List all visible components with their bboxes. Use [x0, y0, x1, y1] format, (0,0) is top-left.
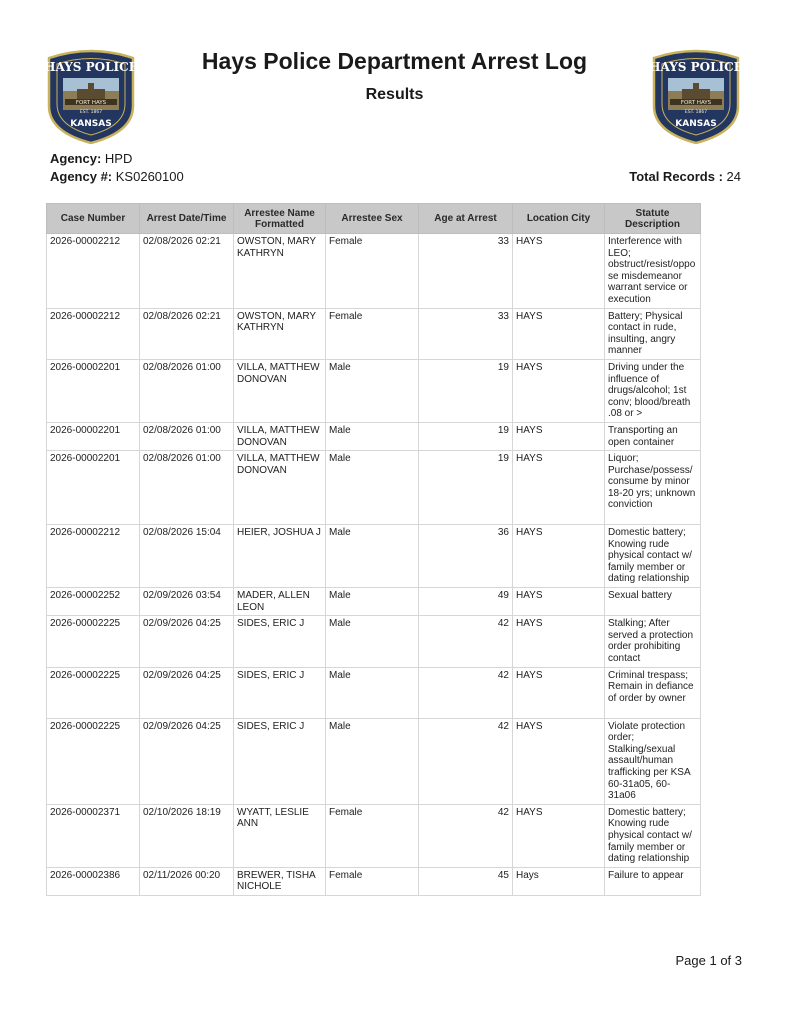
arrestee-sex-cell: Female	[326, 867, 419, 895]
city-cell: HAYS	[513, 525, 605, 588]
age-cell: 42	[419, 667, 513, 718]
column-header-case-number: Case Number	[47, 204, 140, 234]
table-row	[47, 359, 701, 422]
city-cell: HAYS	[513, 422, 605, 450]
arrestee-sex-cell: Male	[326, 588, 419, 616]
table-row	[47, 667, 701, 718]
arrestee-name-cell: VILLA, MATTHEW DONOVAN	[234, 422, 326, 450]
arrest-datetime-cell: 02/09/2026 04:25	[140, 616, 234, 667]
table-row	[47, 804, 701, 867]
arrestee-sex-cell: Male	[326, 525, 419, 588]
column-header-age-at-arrest: Age at Arrest	[419, 204, 513, 234]
column-header-arrestee-name: Arrestee Name Formatted	[234, 204, 326, 234]
arrest-datetime-cell: 02/08/2026 01:00	[140, 451, 234, 525]
table-header-row	[47, 204, 701, 234]
case-number-cell: 2026-00002225	[47, 667, 140, 718]
agency-value: HPD	[104, 151, 133, 166]
svg-text:FORT HAYS: FORT HAYS	[680, 100, 712, 106]
age-cell: 19	[419, 359, 513, 422]
case-number-cell: 2026-00002252	[47, 588, 140, 616]
statute-cell: Interference with LEO; obstruct/resist/oppose misdemeanor warrant service or execution	[605, 234, 701, 309]
city-cell: HAYS	[513, 804, 605, 867]
svg-text:HAYS POLICE: HAYS POLICE	[44, 60, 138, 74]
case-number-cell: 2026-00002225	[47, 718, 140, 804]
statute-cell: Violate protection order; Stalking/sexual assault/human trafficking per KSA 60-31a05, 60-31a06	[605, 718, 701, 804]
agency-number-line	[50, 169, 184, 184]
arrestee-name-cell: VILLA, MATTHEW DONOVAN	[234, 359, 326, 422]
case-number-cell: 2026-00002201	[47, 451, 140, 525]
table-row	[47, 234, 701, 309]
arrestee-sex-cell: Male	[326, 359, 419, 422]
arrestee-sex-cell: Male	[326, 422, 419, 450]
arrestee-sex-cell: Female	[326, 234, 419, 309]
statute-cell: Domestic battery; Knowing rude physical contact w/ family member or dating relationship	[605, 804, 701, 867]
arrestee-name-cell: HEIER, JOSHUA J	[234, 525, 326, 588]
city-cell: HAYS	[513, 667, 605, 718]
age-cell: 19	[419, 451, 513, 525]
arrest-datetime-cell: 02/09/2026 04:25	[140, 718, 234, 804]
case-number-cell: 2026-00002371	[47, 804, 140, 867]
statute-cell: Driving under the influence of drugs/alcohol; 1st conv; blood/breath .08 or >	[605, 359, 701, 422]
table-row	[47, 308, 701, 359]
page-subtitle: Results	[365, 86, 424, 103]
total-records	[629, 169, 741, 184]
statute-cell: Battery; Physical contact in rude, insulting, angry manner	[605, 308, 701, 359]
agency-line	[50, 151, 132, 166]
svg-text:HAYS POLICE: HAYS POLICE	[649, 60, 743, 74]
table-row	[47, 422, 701, 450]
statute-cell: Failure to appear	[605, 867, 701, 895]
statute-cell: Sexual battery	[605, 588, 701, 616]
arrest-datetime-cell: 02/08/2026 01:00	[140, 422, 234, 450]
arrestee-name-cell: OWSTON, MARY KATHRYN	[234, 234, 326, 309]
case-number-cell: 2026-00002212	[47, 308, 140, 359]
city-cell: HAYS	[513, 359, 605, 422]
arrest-datetime-cell: 02/08/2026 15:04	[140, 525, 234, 588]
agency-label: Agency:	[50, 151, 102, 166]
case-number-cell: 2026-00002386	[47, 867, 140, 895]
svg-text:EST. 1867: EST. 1867	[684, 110, 708, 115]
arrestee-name-cell: VILLA, MATTHEW DONOVAN	[234, 451, 326, 525]
arrestee-sex-cell: Female	[326, 804, 419, 867]
column-header-statute-description: Statute Description	[605, 204, 701, 234]
column-header-location-city: Location City	[513, 204, 605, 234]
age-cell: 42	[419, 804, 513, 867]
svg-text:EST. 1867: EST. 1867	[79, 110, 103, 115]
arrest-datetime-cell: 02/08/2026 02:21	[140, 308, 234, 359]
column-header-arrestee-sex: Arrestee Sex	[326, 204, 419, 234]
arrest-datetime-cell: 02/10/2026 18:19	[140, 804, 234, 867]
total-records-label: Total Records :	[629, 169, 723, 184]
column-header-arrest-datetime: Arrest Date/Time	[140, 204, 234, 234]
case-number-cell: 2026-00002225	[47, 616, 140, 667]
arrestee-name-cell: BREWER, TISHA NICHOLE	[234, 867, 326, 895]
arrest-datetime-cell: 02/09/2026 03:54	[140, 588, 234, 616]
arrestee-name-cell: SIDES, ERIC J	[234, 616, 326, 667]
age-cell: 19	[419, 422, 513, 450]
table-row	[47, 867, 701, 895]
arrestee-name-cell: MADER, ALLEN LEON	[234, 588, 326, 616]
age-cell: 33	[419, 234, 513, 309]
arrestee-name-cell: OWSTON, MARY KATHRYN	[234, 308, 326, 359]
agency-number-label: Agency #:	[50, 169, 113, 184]
arrest-datetime-cell: 02/08/2026 01:00	[140, 359, 234, 422]
arrestee-sex-cell: Male	[326, 451, 419, 525]
city-cell: HAYS	[513, 234, 605, 309]
table-row	[47, 525, 701, 588]
arrestee-sex-cell: Male	[326, 616, 419, 667]
age-cell: 36	[419, 525, 513, 588]
table-row	[47, 616, 701, 667]
arrestee-name-cell: SIDES, ERIC J	[234, 667, 326, 718]
arrestee-sex-cell: Female	[326, 308, 419, 359]
statute-cell: Transporting an open container	[605, 422, 701, 450]
case-number-cell: 2026-00002201	[47, 422, 140, 450]
page-title: Hays Police Department Arrest Log	[201, 48, 588, 74]
city-cell: Hays	[513, 867, 605, 895]
statute-cell: Liquor; Purchase/possess/consume by minor 18-20 yrs; unknown conviction	[605, 451, 701, 525]
statute-cell: Criminal trespass; Remain in defiance of order by owner	[605, 667, 701, 718]
agency-number-value: KS0260100	[115, 169, 184, 184]
age-cell: 42	[419, 718, 513, 804]
arrest-datetime-cell: 02/11/2026 00:20	[140, 867, 234, 895]
arrestee-name-cell: WYATT, LESLIE ANN	[234, 804, 326, 867]
city-cell: HAYS	[513, 718, 605, 804]
arrest-datetime-cell: 02/09/2026 04:25	[140, 667, 234, 718]
svg-text:KANSAS: KANSAS	[675, 119, 717, 129]
arrestee-name-cell: SIDES, ERIC J	[234, 718, 326, 804]
arrestee-sex-cell: Male	[326, 718, 419, 804]
arrest-datetime-cell: 02/08/2026 02:21	[140, 234, 234, 309]
statute-cell: Stalking; After served a protection order prohibiting contact	[605, 616, 701, 667]
arrestee-sex-cell: Male	[326, 667, 419, 718]
case-number-cell: 2026-00002201	[47, 359, 140, 422]
arrest-log-table	[46, 203, 701, 896]
case-number-cell: 2026-00002212	[47, 234, 140, 309]
age-cell: 49	[419, 588, 513, 616]
svg-text:FORT HAYS: FORT HAYS	[75, 100, 107, 106]
city-cell: HAYS	[513, 308, 605, 359]
total-records-value: 24	[726, 169, 741, 184]
city-cell: HAYS	[513, 451, 605, 525]
age-cell: 45	[419, 867, 513, 895]
table-row	[47, 718, 701, 804]
page-number: Page 1 of 3	[675, 953, 742, 968]
table-row	[47, 451, 701, 525]
case-number-cell: 2026-00002212	[47, 525, 140, 588]
age-cell: 42	[419, 616, 513, 667]
statute-cell: Domestic battery; Knowing rude physical contact w/ family member or dating relationship	[605, 525, 701, 588]
svg-text:KANSAS: KANSAS	[70, 119, 112, 129]
city-cell: HAYS	[513, 616, 605, 667]
city-cell: HAYS	[513, 588, 605, 616]
table-row	[47, 588, 701, 616]
age-cell: 33	[419, 308, 513, 359]
